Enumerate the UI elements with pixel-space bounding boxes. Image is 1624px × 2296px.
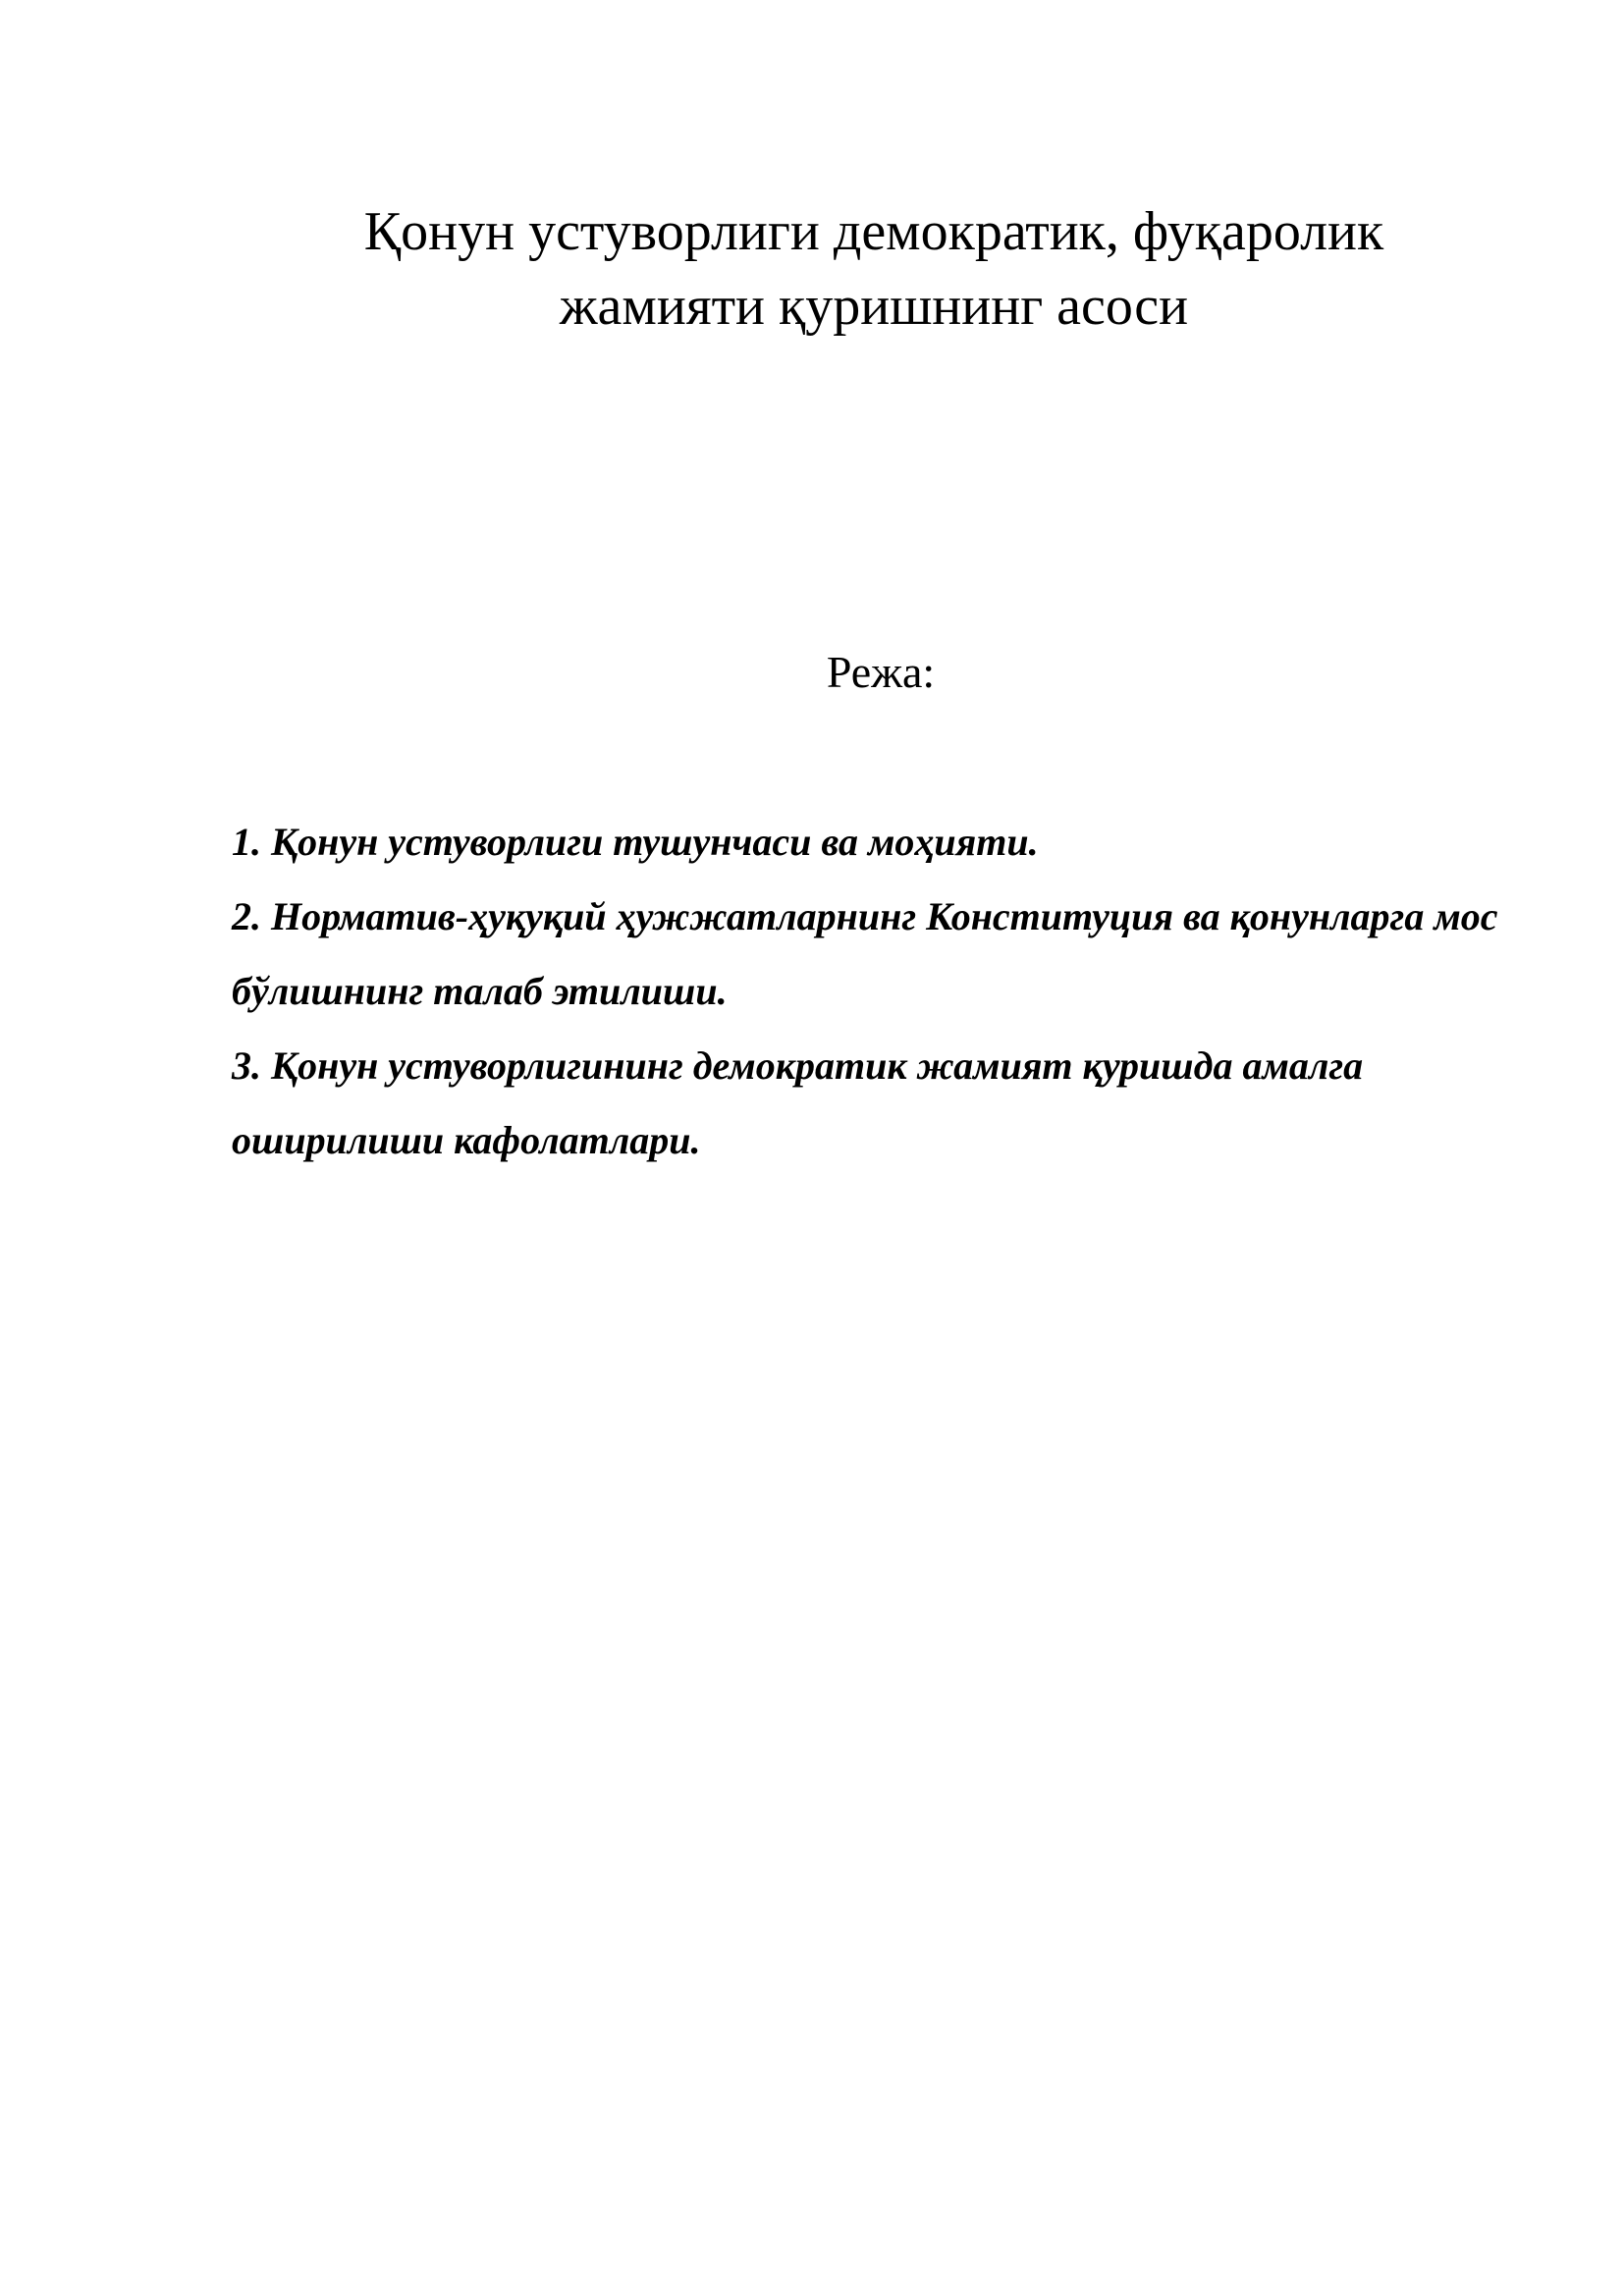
document-title xyxy=(236,194,1512,344)
title-line-2: жамияти қуришнинг асоси xyxy=(559,275,1189,337)
plan-list xyxy=(232,805,1508,1178)
plan-heading: Режа: xyxy=(826,647,936,697)
title-line-1: Қонун устуворлиги демократик, фуқаролик xyxy=(363,200,1384,262)
plan-item: 2. Норматив-ҳуқуқий ҳужжатларнинг Конституция ва қонунларга мос бўлишнинг талаб этилиши. xyxy=(232,894,1498,1013)
plan-item: 1. Қонун устуворлиги тушунчаси ва моҳияти. xyxy=(232,820,1039,864)
plan-item: 3. Қонун устуворлигининг демократик жамият қуришда амалга оширилиши кафолатлари. xyxy=(232,1043,1364,1162)
